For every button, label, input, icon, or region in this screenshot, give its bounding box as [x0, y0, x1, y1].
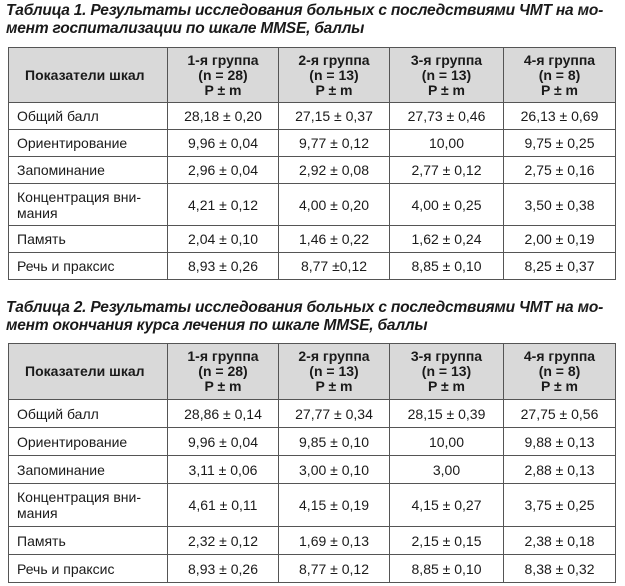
table-cell: 28,18 ± 0,20 — [168, 103, 279, 130]
table-header-row — [9, 344, 616, 400]
row-label: Общий балл — [9, 103, 168, 130]
table-cell: 3,75 ± 0,25 — [504, 484, 616, 527]
table-row — [9, 527, 616, 555]
table-cell: 3,50 ± 0,38 — [504, 184, 616, 226]
table-cell: 4,61 ± 0,11 — [168, 484, 279, 527]
table-cell: 4,21 ± 0,12 — [168, 184, 279, 226]
group-2-header: 2-я группа (n = 13) P ± m — [279, 344, 390, 400]
table-2 — [8, 343, 616, 583]
group-1-header: 1-я группа (n = 28) P ± m — [168, 344, 279, 400]
row-label: Концентрация вни- мания — [9, 484, 168, 527]
row-label: Речь и праксис — [9, 555, 168, 583]
table-cell: 27,75 ± 0,56 — [504, 400, 616, 428]
table-cell: 1,62 ± 0,24 — [390, 226, 504, 253]
table-cell: 2,04 ± 0,10 — [168, 226, 279, 253]
table-cell: 8,93 ± 0,26 — [168, 555, 279, 583]
table-cell: 4,00 ± 0,25 — [390, 184, 504, 226]
table-cell: 2,92 ± 0,08 — [279, 157, 390, 184]
table-cell: 8,77 ± 0,12 — [279, 555, 390, 583]
table-cell: 28,86 ± 0,14 — [168, 400, 279, 428]
table-1 — [8, 47, 616, 280]
row-label: Речь и праксис — [9, 253, 168, 280]
table-cell: 2,38 ± 0,18 — [504, 527, 616, 555]
table-cell: 8,85 ± 0,10 — [390, 253, 504, 280]
table-cell: 2,32 ± 0,12 — [168, 527, 279, 555]
row-header-cell: Показатели шкал — [9, 344, 168, 400]
table-cell: 9,85 ± 0,10 — [279, 428, 390, 456]
table-cell: 2,88 ± 0,13 — [504, 456, 616, 484]
table-cell: 2,15 ± 0,15 — [390, 527, 504, 555]
table-cell: 27,73 ± 0,46 — [390, 103, 504, 130]
row-label: Ориентирование — [9, 130, 168, 157]
table-cell: 27,15 ± 0,37 — [279, 103, 390, 130]
table-cell: 8,25 ± 0,37 — [504, 253, 616, 280]
table-row — [9, 400, 616, 428]
table-row — [9, 555, 616, 583]
row-label: Память — [9, 226, 168, 253]
table-cell: 10,00 — [390, 130, 504, 157]
table-cell: 28,15 ± 0,39 — [390, 400, 504, 428]
table-cell: 8,85 ± 0,10 — [390, 555, 504, 583]
row-header-cell: Показатели шкал — [9, 48, 168, 103]
table-row — [9, 130, 616, 157]
table-row — [9, 157, 616, 184]
table-cell: 4,00 ± 0,20 — [279, 184, 390, 226]
table-cell: 27,77 ± 0,34 — [279, 400, 390, 428]
table-row — [9, 103, 616, 130]
table-header-row — [9, 48, 616, 103]
table-cell: 1,46 ± 0,22 — [279, 226, 390, 253]
table-row — [9, 184, 616, 226]
table-cell: 8,93 ± 0,26 — [168, 253, 279, 280]
table-cell: 9,96 ± 0,04 — [168, 130, 279, 157]
group-3-header: 3-я группа (n = 13) P ± m — [390, 344, 504, 400]
group-3-header: 3-я группа (n = 13) P ± m — [390, 48, 504, 103]
table-cell: 1,69 ± 0,13 — [279, 527, 390, 555]
table-row — [9, 226, 616, 253]
table-cell: 4,15 ± 0,19 — [279, 484, 390, 527]
group-2-header: 2-я группа (n = 13) P ± m — [279, 48, 390, 103]
group-4-header: 4-я группа (n = 8) P ± m — [504, 48, 616, 103]
row-label: Ориентирование — [9, 428, 168, 456]
table-cell: 26,13 ± 0,69 — [504, 103, 616, 130]
table-cell: 9,88 ± 0,13 — [504, 428, 616, 456]
table-cell: 4,15 ± 0,27 — [390, 484, 504, 527]
row-label: Концентрация вни- мания — [9, 184, 168, 226]
group-1-header: 1-я группа (n = 28) P ± m — [168, 48, 279, 103]
table-row — [9, 484, 616, 527]
row-label: Запоминание — [9, 456, 168, 484]
table-row — [9, 253, 616, 280]
table-row — [9, 456, 616, 484]
row-label: Общий балл — [9, 400, 168, 428]
table-cell: 3,11 ± 0,06 — [168, 456, 279, 484]
table-cell: 3,00 ± 0,10 — [279, 456, 390, 484]
table-cell: 10,00 — [390, 428, 504, 456]
table-cell: 2,75 ± 0,16 — [504, 157, 616, 184]
table-cell: 9,75 ± 0,25 — [504, 130, 616, 157]
row-label: Запоминание — [9, 157, 168, 184]
table-cell: 8,38 ± 0,32 — [504, 555, 616, 583]
table-cell: 9,96 ± 0,04 — [168, 428, 279, 456]
table-1-caption: Таблица 1. Результаты исследования больных с последствиями ЧМТ на мо- мент госпитализации по шкале MMSE, баллы — [6, 2, 604, 37]
group-4-header: 4-я группа (n = 8) P ± m — [504, 344, 616, 400]
table-cell: 9,77 ± 0,12 — [279, 130, 390, 157]
table-cell: 2,00 ± 0,19 — [504, 226, 616, 253]
row-label: Память — [9, 527, 168, 555]
table-row — [9, 428, 616, 456]
table-cell: 3,00 — [390, 456, 504, 484]
table-cell: 2,96 ± 0,04 — [168, 157, 279, 184]
table-2-caption: Таблица 2. Результаты исследования больных с последствиями ЧМТ на мо- мент окончания курса лечения по шкале MMSE, баллы — [6, 299, 604, 334]
table-cell: 2,77 ± 0,12 — [390, 157, 504, 184]
table-cell: 8,77 ±0,12 — [279, 253, 390, 280]
